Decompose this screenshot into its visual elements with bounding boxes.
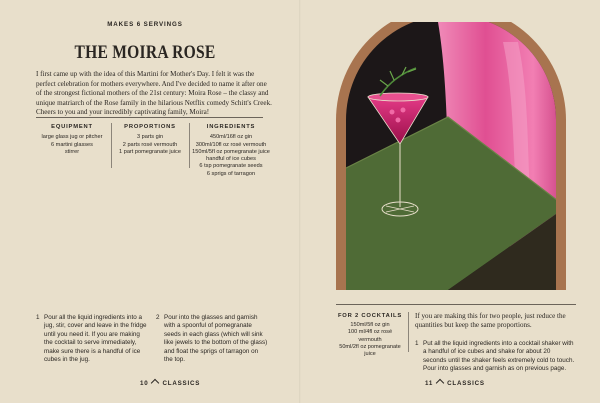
list-item: 50ml/2fl oz pomegranate juice xyxy=(339,343,401,358)
page-footer-right xyxy=(425,379,485,387)
step-text: Pour into the glasses and garnish with a spoonful of pomegranate seeds in each glass (which will sink like jewels to the bottom of the glass) and float the sprigs of tarragon on the top. xyxy=(164,314,268,364)
divider-rule xyxy=(36,117,263,118)
list-item: handful of ice cubes xyxy=(206,156,256,163)
column-divider xyxy=(111,123,112,168)
divider-rule xyxy=(336,304,576,305)
method-step xyxy=(36,314,148,364)
servings-kicker: MAKES 6 SERVINGS xyxy=(107,21,183,28)
ingredients-column xyxy=(192,124,270,178)
pomegranate-seed xyxy=(401,108,406,113)
equipment-heading: EQUIPMENT xyxy=(51,124,93,130)
recipe-title: THE MOIRA ROSE xyxy=(74,42,216,63)
proportions-column xyxy=(114,124,186,156)
page-number: 10 xyxy=(140,380,149,387)
proportions-heading: PROPORTIONS xyxy=(124,124,176,130)
page-footer-left xyxy=(140,379,200,387)
step-text: Put all the liquid ingredients into a cocktail shaker with a handful of ice cubes and shake for about 20 seconds until the shaker feels extremely cold to touch. Pour into glasses and garnish as on previous page. xyxy=(423,340,575,373)
list-item: 1 part pomegranate juice xyxy=(119,148,181,155)
ingredients-heading: INGREDIENTS xyxy=(206,124,256,130)
chevron-mark-icon xyxy=(151,379,159,387)
list-item: stirrer xyxy=(64,148,80,155)
drink-surface xyxy=(368,93,428,101)
column-divider xyxy=(408,312,409,352)
recipe-intro: I first came up with the idea of this Martini for Mother's Day. I felt it was the perfect celebration for mothers everywhere. And I've decided to name it after one of the strongest fictional mothers of the 21st century: Moira Rose – the classy and unique matriarch of the Rose family in the hilarious Netflix comedy Schitt's Creek. Cheers to you and your incredibly captivating family, Moira! xyxy=(36,70,272,117)
list-item: 6 tsp pomegranate seeds xyxy=(199,163,263,170)
list-item: 150ml/5fl oz pomegranate juice xyxy=(192,148,270,155)
list-item: 6 sprigs of tarragon xyxy=(206,170,256,177)
list-item: 3 parts gin xyxy=(136,134,164,141)
chevron-mark-icon xyxy=(436,379,444,387)
list-item: 100 ml/4fl oz rosé vermouth xyxy=(347,329,393,343)
section-name: CLASSICS xyxy=(447,380,485,387)
list-item: 450ml/16fl oz gin xyxy=(209,134,253,141)
list-item: 150ml/5fl oz gin xyxy=(350,322,390,328)
list-item: large glass jug or pitcher xyxy=(41,134,103,141)
method-step xyxy=(415,340,575,374)
two-cocktails-list xyxy=(336,322,404,358)
two-cocktails-intro: If you are making this for two people, just reduce the quantities but keep the same proportions. xyxy=(415,312,566,330)
step-number: 2 xyxy=(156,314,160,321)
step-number: 1 xyxy=(36,314,40,321)
list-item: 300ml/10fl oz rosé vermouth xyxy=(195,141,267,148)
section-name: CLASSICS xyxy=(162,380,201,387)
two-cocktails-heading: FOR 2 COCKTAILS xyxy=(337,313,403,319)
page-number: 11 xyxy=(425,380,434,387)
method-step xyxy=(156,314,268,364)
pomegranate-seed xyxy=(390,110,395,115)
cocktail-illustration xyxy=(328,22,574,290)
pomegranate-seed xyxy=(396,118,401,123)
list-item: 6 martini glasses xyxy=(51,141,93,148)
step-text: Pour all the liquid ingredients into a jug, stir, cover and leave in the fridge until you need it. If you are making the cocktail to serve immediately, make sure there is a handful of ice cubes in the jug. xyxy=(44,314,147,364)
equipment-column xyxy=(36,124,108,156)
page-gutter xyxy=(299,0,301,403)
list-item: 2 parts rosé vermouth xyxy=(122,141,178,148)
step-number: 1 xyxy=(415,340,419,347)
column-divider xyxy=(189,123,190,168)
